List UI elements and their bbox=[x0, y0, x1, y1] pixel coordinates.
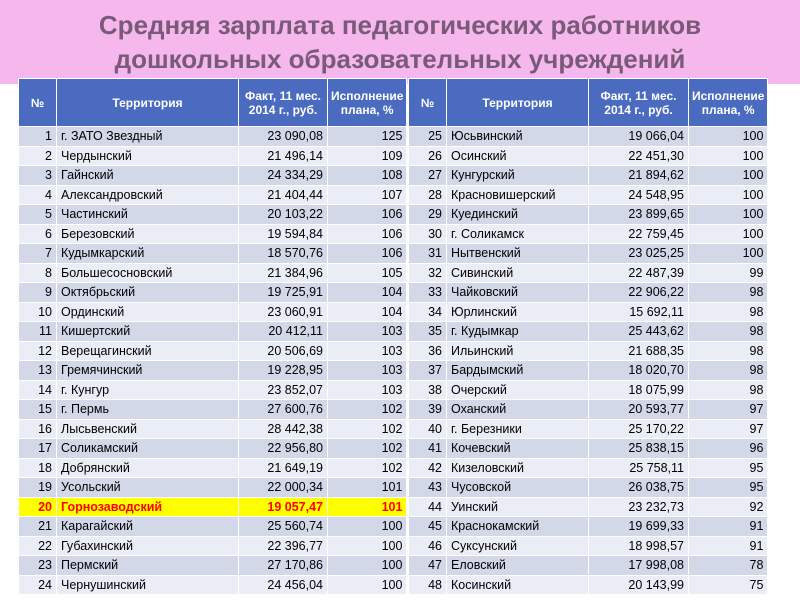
territory-name: Частинский bbox=[57, 205, 239, 225]
territory-name: Лысьвенский bbox=[57, 419, 239, 439]
plan-percent: 96 bbox=[689, 439, 768, 459]
table-row bbox=[409, 205, 768, 225]
table-row bbox=[19, 322, 407, 342]
table-row bbox=[409, 361, 768, 381]
territory-name: Чайковский bbox=[447, 283, 589, 303]
table-row bbox=[19, 361, 407, 381]
territory-name: Оханский bbox=[447, 400, 589, 420]
table-row bbox=[19, 536, 407, 556]
territory-name: Чердынский bbox=[57, 146, 239, 166]
row-number: 29 bbox=[409, 205, 447, 225]
table-header-row bbox=[409, 79, 768, 127]
row-number: 40 bbox=[409, 419, 447, 439]
row-number: 6 bbox=[19, 224, 57, 244]
plan-percent: 103 bbox=[328, 361, 407, 381]
row-number: 9 bbox=[19, 283, 57, 303]
territory-name: Кудымкарский bbox=[57, 244, 239, 264]
fact-salary: 18 998,57 bbox=[589, 536, 689, 556]
territory-name: Гремячинский bbox=[57, 361, 239, 381]
territory-name: г. Кудымкар bbox=[447, 322, 589, 342]
plan-percent: 101 bbox=[328, 497, 407, 517]
territory-name: Верещагинский bbox=[57, 341, 239, 361]
table-row bbox=[409, 400, 768, 420]
row-number: 41 bbox=[409, 439, 447, 459]
table-row bbox=[409, 439, 768, 459]
table-row bbox=[19, 224, 407, 244]
row-number: 16 bbox=[19, 419, 57, 439]
plan-percent: 104 bbox=[328, 302, 407, 322]
row-number: 45 bbox=[409, 517, 447, 537]
fact-salary: 23 899,65 bbox=[589, 205, 689, 225]
table-row bbox=[19, 283, 407, 303]
fact-salary: 19 725,91 bbox=[239, 283, 328, 303]
plan-percent: 100 bbox=[689, 127, 768, 147]
plan-percent: 103 bbox=[328, 322, 407, 342]
row-number: 33 bbox=[409, 283, 447, 303]
territory-name: г. Соликамск bbox=[447, 224, 589, 244]
row-number: 1 bbox=[19, 127, 57, 147]
plan-percent: 104 bbox=[328, 283, 407, 303]
fact-salary: 19 228,95 bbox=[239, 361, 328, 381]
fact-salary: 24 548,95 bbox=[589, 185, 689, 205]
row-number: 19 bbox=[19, 478, 57, 498]
row-number: 22 bbox=[19, 536, 57, 556]
column-header-number: № bbox=[409, 79, 447, 127]
territory-name: Чернушинский bbox=[57, 575, 239, 595]
row-number: 47 bbox=[409, 556, 447, 576]
table-header-row bbox=[19, 79, 407, 127]
plan-percent: 100 bbox=[328, 536, 407, 556]
plan-percent: 102 bbox=[328, 400, 407, 420]
fact-salary: 18 020,70 bbox=[589, 361, 689, 381]
table-row bbox=[19, 517, 407, 537]
fact-salary: 23 090,08 bbox=[239, 127, 328, 147]
fact-salary: 25 560,74 bbox=[239, 517, 328, 537]
row-number: 32 bbox=[409, 263, 447, 283]
territory-name: Усольский bbox=[57, 478, 239, 498]
fact-salary: 26 038,75 bbox=[589, 478, 689, 498]
row-number: 34 bbox=[409, 302, 447, 322]
territory-name: Очерский bbox=[447, 380, 589, 400]
territory-name: Ильинский bbox=[447, 341, 589, 361]
fact-salary: 22 956,80 bbox=[239, 439, 328, 459]
row-number: 37 bbox=[409, 361, 447, 381]
row-number: 15 bbox=[19, 400, 57, 420]
fact-salary: 28 442,38 bbox=[239, 419, 328, 439]
plan-percent: 100 bbox=[689, 224, 768, 244]
column-header-plan: Исполнение плана, % bbox=[689, 79, 768, 127]
table-row bbox=[409, 302, 768, 322]
table-row bbox=[409, 166, 768, 186]
table-row bbox=[19, 341, 407, 361]
table-row bbox=[19, 419, 407, 439]
row-number: 27 bbox=[409, 166, 447, 186]
plan-percent: 100 bbox=[689, 244, 768, 264]
row-number: 4 bbox=[19, 185, 57, 205]
fact-salary: 20 143,99 bbox=[589, 575, 689, 595]
fact-salary: 23 025,25 bbox=[589, 244, 689, 264]
plan-percent: 95 bbox=[689, 478, 768, 498]
plan-percent: 101 bbox=[328, 478, 407, 498]
territory-name: Октябрьский bbox=[57, 283, 239, 303]
territory-name: Соликамский bbox=[57, 439, 239, 459]
plan-percent: 100 bbox=[689, 166, 768, 186]
plan-percent: 91 bbox=[689, 517, 768, 537]
page-title-line-1: Средняя зарплата педагогических работников bbox=[98, 10, 702, 40]
table-row bbox=[409, 127, 768, 147]
table-row bbox=[409, 536, 768, 556]
fact-salary: 18 075,99 bbox=[589, 380, 689, 400]
fact-salary: 21 649,19 bbox=[239, 458, 328, 478]
table-row bbox=[19, 146, 407, 166]
territory-name: Краснокамский bbox=[447, 517, 589, 537]
fact-salary: 20 103,22 bbox=[239, 205, 328, 225]
plan-percent: 95 bbox=[689, 458, 768, 478]
fact-salary: 25 838,15 bbox=[589, 439, 689, 459]
table-row bbox=[409, 497, 768, 517]
territory-name: Кишертский bbox=[57, 322, 239, 342]
table-row bbox=[409, 517, 768, 537]
plan-percent: 103 bbox=[328, 380, 407, 400]
territory-name: Куединский bbox=[447, 205, 589, 225]
plan-percent: 97 bbox=[689, 400, 768, 420]
plan-percent: 98 bbox=[689, 322, 768, 342]
plan-percent: 75 bbox=[689, 575, 768, 595]
table-row bbox=[409, 575, 768, 595]
territory-name: Кочевский bbox=[447, 439, 589, 459]
column-header-territory: Территория bbox=[447, 79, 589, 127]
table-row bbox=[19, 302, 407, 322]
territory-name: Добрянский bbox=[57, 458, 239, 478]
row-number: 7 bbox=[19, 244, 57, 264]
plan-percent: 109 bbox=[328, 146, 407, 166]
title-banner bbox=[0, 0, 800, 84]
plan-percent: 100 bbox=[328, 556, 407, 576]
row-number: 18 bbox=[19, 458, 57, 478]
row-number: 42 bbox=[409, 458, 447, 478]
row-number: 36 bbox=[409, 341, 447, 361]
column-header-plan: Исполнение плана, % bbox=[328, 79, 407, 127]
plan-percent: 98 bbox=[689, 361, 768, 381]
fact-salary: 20 506,69 bbox=[239, 341, 328, 361]
plan-percent: 103 bbox=[328, 341, 407, 361]
territory-name: Гайнский bbox=[57, 166, 239, 186]
plan-percent: 107 bbox=[328, 185, 407, 205]
table-row bbox=[409, 478, 768, 498]
row-number: 25 bbox=[409, 127, 447, 147]
table-row bbox=[409, 244, 768, 264]
territory-name: Чусовской bbox=[447, 478, 589, 498]
fact-salary: 27 600,76 bbox=[239, 400, 328, 420]
row-number: 35 bbox=[409, 322, 447, 342]
table-row bbox=[19, 380, 407, 400]
territory-name: Карагайский bbox=[57, 517, 239, 537]
fact-salary: 25 170,22 bbox=[589, 419, 689, 439]
territory-name: Горнозаводский bbox=[57, 497, 239, 517]
row-number: 48 bbox=[409, 575, 447, 595]
fact-salary: 21 894,62 bbox=[589, 166, 689, 186]
table-row bbox=[409, 224, 768, 244]
table-row bbox=[19, 400, 407, 420]
plan-percent: 102 bbox=[328, 458, 407, 478]
territory-name: г. Березники bbox=[447, 419, 589, 439]
fact-salary: 20 593,77 bbox=[589, 400, 689, 420]
column-header-number: № bbox=[19, 79, 57, 127]
fact-salary: 19 594,84 bbox=[239, 224, 328, 244]
territory-name: Красновишерский bbox=[447, 185, 589, 205]
row-number: 23 bbox=[19, 556, 57, 576]
plan-percent: 98 bbox=[689, 380, 768, 400]
row-number: 24 bbox=[19, 575, 57, 595]
table-row bbox=[409, 283, 768, 303]
table-row bbox=[19, 478, 407, 498]
plan-percent: 106 bbox=[328, 224, 407, 244]
fact-salary: 19 066,04 bbox=[589, 127, 689, 147]
table-row bbox=[409, 380, 768, 400]
table-row bbox=[409, 556, 768, 576]
row-number: 44 bbox=[409, 497, 447, 517]
table-row bbox=[19, 575, 407, 595]
table-row bbox=[409, 341, 768, 361]
territory-name: Еловский bbox=[447, 556, 589, 576]
plan-percent: 98 bbox=[689, 302, 768, 322]
row-number: 8 bbox=[19, 263, 57, 283]
fact-salary: 21 384,96 bbox=[239, 263, 328, 283]
row-number: 38 bbox=[409, 380, 447, 400]
fact-salary: 20 412,11 bbox=[239, 322, 328, 342]
fact-salary: 24 334,29 bbox=[239, 166, 328, 186]
row-number: 10 bbox=[19, 302, 57, 322]
fact-salary: 21 404,44 bbox=[239, 185, 328, 205]
row-number: 26 bbox=[409, 146, 447, 166]
row-number: 3 bbox=[19, 166, 57, 186]
fact-salary: 22 487,39 bbox=[589, 263, 689, 283]
row-number: 30 bbox=[409, 224, 447, 244]
plan-percent: 106 bbox=[328, 244, 407, 264]
plan-percent: 100 bbox=[328, 575, 407, 595]
territory-name: Бардымский bbox=[447, 361, 589, 381]
plan-percent: 102 bbox=[328, 419, 407, 439]
plan-percent: 100 bbox=[689, 205, 768, 225]
plan-percent: 102 bbox=[328, 439, 407, 459]
row-number: 39 bbox=[409, 400, 447, 420]
plan-percent: 98 bbox=[689, 341, 768, 361]
table-row bbox=[19, 127, 407, 147]
plan-percent: 108 bbox=[328, 166, 407, 186]
fact-salary: 17 998,08 bbox=[589, 556, 689, 576]
table-body-left bbox=[19, 127, 407, 595]
territory-name: г. ЗАТО Звездный bbox=[57, 127, 239, 147]
table-row bbox=[19, 439, 407, 459]
territory-name: Березовский bbox=[57, 224, 239, 244]
territory-name: Большесосновский bbox=[57, 263, 239, 283]
territory-name: Осинский bbox=[447, 146, 589, 166]
territory-name: Юрлинский bbox=[447, 302, 589, 322]
table-row bbox=[409, 263, 768, 283]
territory-name: Суксунский bbox=[447, 536, 589, 556]
row-number: 31 bbox=[409, 244, 447, 264]
plan-percent: 100 bbox=[328, 517, 407, 537]
territory-name: г. Пермь bbox=[57, 400, 239, 420]
territory-name: Кизеловский bbox=[447, 458, 589, 478]
fact-salary: 22 451,30 bbox=[589, 146, 689, 166]
column-header-territory: Территория bbox=[57, 79, 239, 127]
table-row bbox=[409, 419, 768, 439]
territory-name: Нытвенский bbox=[447, 244, 589, 264]
fact-salary: 27 170,86 bbox=[239, 556, 328, 576]
fact-salary: 22 396,77 bbox=[239, 536, 328, 556]
page-title-line-2: дошкольных образовательных учреждений bbox=[114, 44, 686, 74]
territory-name: Кунгурский bbox=[447, 166, 589, 186]
table-row bbox=[409, 146, 768, 166]
table-row bbox=[19, 556, 407, 576]
table-row bbox=[19, 244, 407, 264]
territory-name: Уинский bbox=[447, 497, 589, 517]
fact-salary: 22 906,22 bbox=[589, 283, 689, 303]
fact-salary: 23 060,91 bbox=[239, 302, 328, 322]
salary-table-right bbox=[408, 78, 768, 595]
table-body-right bbox=[409, 127, 768, 595]
plan-percent: 78 bbox=[689, 556, 768, 576]
column-header-fact: Факт, 11 мес. 2014 г., руб. bbox=[239, 79, 328, 127]
territory-name: Губахинский bbox=[57, 536, 239, 556]
fact-salary: 23 232,73 bbox=[589, 497, 689, 517]
territory-name: Косинский bbox=[447, 575, 589, 595]
fact-salary: 22 000,34 bbox=[239, 478, 328, 498]
row-number: 28 bbox=[409, 185, 447, 205]
plan-percent: 125 bbox=[328, 127, 407, 147]
column-header-fact: Факт, 11 мес. 2014 г., руб. bbox=[589, 79, 689, 127]
fact-salary: 24 456,04 bbox=[239, 575, 328, 595]
fact-salary: 23 852,07 bbox=[239, 380, 328, 400]
plan-percent: 92 bbox=[689, 497, 768, 517]
row-number: 2 bbox=[19, 146, 57, 166]
territory-name: Сивинский bbox=[447, 263, 589, 283]
fact-salary: 15 692,11 bbox=[589, 302, 689, 322]
plan-percent: 105 bbox=[328, 263, 407, 283]
fact-salary: 18 570,76 bbox=[239, 244, 328, 264]
fact-salary: 19 057,47 bbox=[239, 497, 328, 517]
fact-salary: 21 496,14 bbox=[239, 146, 328, 166]
row-number: 46 bbox=[409, 536, 447, 556]
row-number: 13 bbox=[19, 361, 57, 381]
plan-percent: 106 bbox=[328, 205, 407, 225]
row-number: 21 bbox=[19, 517, 57, 537]
table-row bbox=[19, 166, 407, 186]
territory-name: Пермский bbox=[57, 556, 239, 576]
fact-salary: 25 758,11 bbox=[589, 458, 689, 478]
row-number: 20 bbox=[19, 497, 57, 517]
territory-name: Юсьвинский bbox=[447, 127, 589, 147]
territory-name: Александровский bbox=[57, 185, 239, 205]
territory-name: Ординский bbox=[57, 302, 239, 322]
fact-salary: 21 688,35 bbox=[589, 341, 689, 361]
row-number: 12 bbox=[19, 341, 57, 361]
table-row bbox=[19, 497, 407, 517]
table-row bbox=[409, 458, 768, 478]
territory-name: г. Кунгур bbox=[57, 380, 239, 400]
row-number: 5 bbox=[19, 205, 57, 225]
table-row bbox=[19, 185, 407, 205]
row-number: 17 bbox=[19, 439, 57, 459]
row-number: 43 bbox=[409, 478, 447, 498]
row-number: 11 bbox=[19, 322, 57, 342]
row-number: 14 bbox=[19, 380, 57, 400]
plan-percent: 100 bbox=[689, 146, 768, 166]
plan-percent: 97 bbox=[689, 419, 768, 439]
plan-percent: 99 bbox=[689, 263, 768, 283]
table-row bbox=[409, 185, 768, 205]
table-row bbox=[409, 322, 768, 342]
plan-percent: 98 bbox=[689, 283, 768, 303]
table-row bbox=[19, 458, 407, 478]
salary-table-left bbox=[18, 78, 407, 595]
table-row bbox=[19, 263, 407, 283]
plan-percent: 91 bbox=[689, 536, 768, 556]
plan-percent: 100 bbox=[689, 185, 768, 205]
fact-salary: 22 759,45 bbox=[589, 224, 689, 244]
fact-salary: 19 699,33 bbox=[589, 517, 689, 537]
fact-salary: 25 443,62 bbox=[589, 322, 689, 342]
table-row bbox=[19, 205, 407, 225]
